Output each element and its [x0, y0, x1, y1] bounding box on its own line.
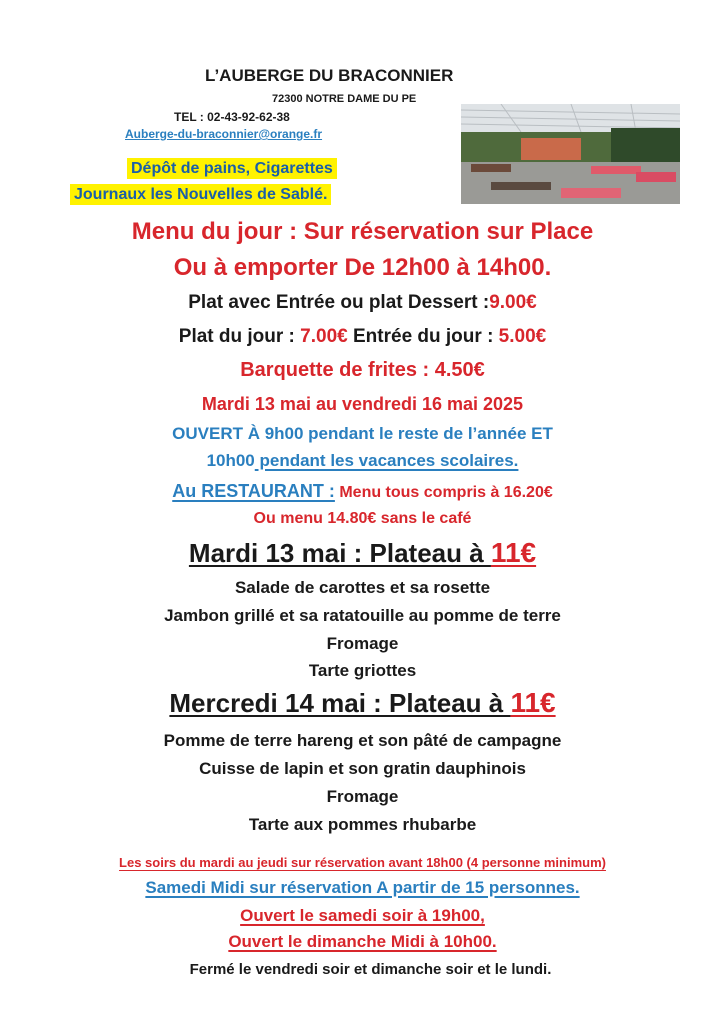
email-link[interactable]: Auberge-du-braconnier@orange.fr: [125, 127, 323, 141]
wednesday-item-2: Cuisse de lapin et son gratin dauphinois: [199, 759, 526, 778]
entree-jour-price: 5.00€: [498, 326, 547, 347]
saturday-noon-info: Samedi Midi sur réservation A partir de 15 personnes.: [145, 878, 580, 897]
plat-entree-price: 9.00€: [489, 292, 537, 313]
menu-dates: Mardi 13 mai au vendredi 16 mai 2025: [201, 394, 524, 414]
plat-jour-line: [0, 326, 725, 348]
closed-info: Fermé le vendredi soir et dimanche soir et le lundi.: [189, 961, 552, 978]
tuesday-price: 11€: [490, 537, 537, 568]
tuesday-item-4: Tarte griottes: [308, 661, 417, 680]
wednesday-item-4: Tarte aux pommes rhubarbe: [248, 815, 477, 834]
hours-line-1: OUVERT À 9h00 pendant le reste de l’année ET: [172, 424, 553, 443]
plat-entree-line: [0, 292, 725, 314]
menu-du-jour-line-1: Menu du jour : Sur réservation sur Place: [131, 218, 594, 245]
restaurant-line: [0, 481, 725, 502]
tuesday-item-1: Salade de carottes et sa rosette: [234, 578, 491, 597]
wednesday-title: [0, 687, 725, 719]
terrace-photo-image: [461, 104, 680, 204]
menu-du-jour-line-2: Ou à emporter De 12h00 à 14h00.: [173, 254, 552, 281]
address: 72300 NOTRE DAME DU PE: [272, 93, 417, 105]
shop-line-1: [127, 160, 337, 178]
frites-line: Barquette de frites : 4.50€: [240, 359, 485, 381]
restaurant-menu: Menu tous compris à 16.20€: [334, 484, 553, 501]
wednesday-item-3: Fromage: [326, 787, 399, 806]
hours-line-2-rest: pendant les vacances scolaires.: [254, 451, 519, 470]
sunday-noon-info: Ouvert le dimanche Midi à 10h00.: [228, 932, 497, 951]
hours-line-2-time: 10h00: [206, 451, 255, 470]
plat-jour-price: 7.00€: [300, 326, 348, 347]
phone: TEL : 02-43-92-62-38: [174, 110, 290, 124]
shop-line-1-text: Dépôt de pains, Cigarettes: [127, 158, 337, 179]
wednesday-title-text: Mercredi 14 mai : Plateau à: [169, 688, 511, 718]
wednesday-price: 11€: [510, 687, 556, 718]
hours-line-2: [0, 451, 725, 471]
tuesday-title: [0, 537, 725, 569]
shop-line-2: [70, 186, 331, 204]
evenings-info: Les soirs du mardi au jeudi sur réservation avant 18h00 (4 personne minimum): [119, 855, 606, 870]
plat-jour-label: Plat du jour :: [178, 326, 301, 347]
tuesday-item-3: Fromage: [326, 634, 399, 653]
restaurant-label: Au RESTAURANT :: [172, 481, 335, 501]
tuesday-item-2: Jambon grillé et sa ratatouille au pomme de terre: [164, 606, 561, 625]
wednesday-item-1: Pomme de terre hareng et son pâté de campagne: [163, 731, 562, 750]
saturday-evening-info: Ouvert le samedi soir à 19h00,: [240, 906, 485, 925]
tuesday-title-text: Mardi 13 mai : Plateau à: [188, 538, 491, 568]
restaurant-alt-menu: Ou menu 14.80€ sans le café: [253, 510, 472, 527]
terrace-photo: [461, 104, 680, 204]
entree-jour-label: Entrée du jour :: [347, 326, 499, 347]
shop-line-2-text: Journaux les Nouvelles de Sablé.: [70, 184, 331, 205]
restaurant-title: L’AUBERGE DU BRACONNIER: [205, 66, 454, 85]
plat-entree-label: Plat avec Entrée ou plat Dessert :: [188, 292, 490, 313]
